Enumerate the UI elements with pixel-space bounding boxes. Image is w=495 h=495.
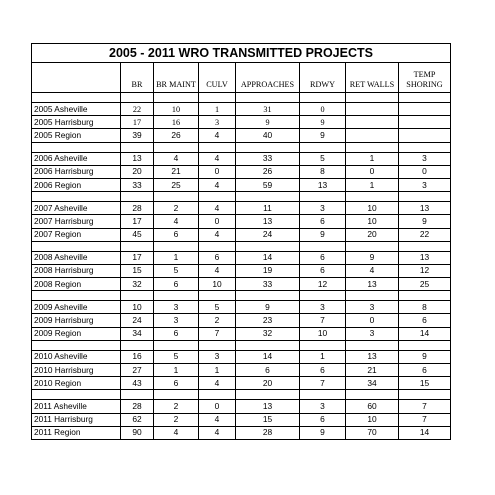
empty-cell: [199, 390, 236, 400]
value-cell: 2: [154, 202, 199, 215]
value-cell: 2: [199, 314, 236, 327]
empty-cell: [346, 340, 399, 350]
empty-cell: [121, 142, 154, 152]
empty-cell: [300, 291, 346, 301]
value-cell: 33: [236, 152, 300, 165]
value-cell: [346, 129, 399, 142]
value-cell: 28: [121, 202, 154, 215]
value-cell: 24: [236, 228, 300, 241]
header-blank: [32, 63, 121, 93]
value-cell: 0: [300, 103, 346, 116]
empty-cell: [399, 241, 451, 251]
value-cell: 4: [199, 152, 236, 165]
value-cell: 7: [300, 314, 346, 327]
row-label: 2009 Asheville: [32, 301, 121, 314]
value-cell: 3: [399, 178, 451, 191]
value-cell: 10: [346, 413, 399, 426]
value-cell: 3: [199, 116, 236, 129]
empty-cell: [199, 192, 236, 202]
value-cell: 9: [300, 129, 346, 142]
value-cell: [399, 103, 451, 116]
value-cell: 6: [300, 251, 346, 264]
value-cell: 6: [199, 251, 236, 264]
header-temp-shoring: TEMP SHORING: [399, 63, 451, 93]
value-cell: 0: [199, 215, 236, 228]
empty-cell: [236, 142, 300, 152]
value-cell: 33: [236, 278, 300, 291]
value-cell: 6: [300, 264, 346, 277]
value-cell: 28: [121, 400, 154, 413]
header-br: BR: [121, 63, 154, 93]
header-approaches: APPROACHES: [236, 63, 300, 93]
value-cell: 4: [346, 264, 399, 277]
value-cell: 8: [399, 301, 451, 314]
value-cell: 25: [154, 178, 199, 191]
empty-cell: [154, 390, 199, 400]
value-cell: 1: [346, 152, 399, 165]
row-label: 2005 Region: [32, 129, 121, 142]
value-cell: 34: [121, 327, 154, 340]
value-cell: 6: [154, 327, 199, 340]
value-cell: 14: [399, 426, 451, 439]
value-cell: 4: [199, 264, 236, 277]
table-row: [32, 178, 451, 191]
value-cell: 16: [121, 350, 154, 363]
value-cell: 4: [199, 426, 236, 439]
value-cell: 4: [199, 178, 236, 191]
value-cell: 6: [399, 364, 451, 377]
value-cell: 28: [236, 426, 300, 439]
value-cell: 21: [154, 165, 199, 178]
value-cell: 7: [399, 400, 451, 413]
table-row: [32, 215, 451, 228]
value-cell: 3: [346, 327, 399, 340]
value-cell: 31: [236, 103, 300, 116]
row-label: 2006 Asheville: [32, 152, 121, 165]
value-cell: 1: [154, 251, 199, 264]
value-cell: 14: [236, 251, 300, 264]
empty-cell: [236, 93, 300, 103]
value-cell: 4: [199, 228, 236, 241]
value-cell: 22: [399, 228, 451, 241]
value-cell: 15: [399, 377, 451, 390]
value-cell: 4: [199, 202, 236, 215]
empty-cell: [32, 340, 121, 350]
empty-cell: [300, 93, 346, 103]
empty-cell: [121, 192, 154, 202]
value-cell: 9: [300, 116, 346, 129]
table-row: [32, 314, 451, 327]
row-label: 2007 Region: [32, 228, 121, 241]
value-cell: 13: [399, 202, 451, 215]
table-row: [32, 364, 451, 377]
empty-cell: [154, 291, 199, 301]
empty-cell: [399, 390, 451, 400]
empty-cell: [236, 390, 300, 400]
value-cell: 13: [236, 400, 300, 413]
table-row: [32, 103, 451, 116]
value-cell: 14: [236, 350, 300, 363]
value-cell: 6: [154, 228, 199, 241]
value-cell: 4: [154, 426, 199, 439]
value-cell: 4: [199, 129, 236, 142]
value-cell: 10: [199, 278, 236, 291]
table-row: [32, 426, 451, 439]
value-cell: [346, 116, 399, 129]
spacer-row: [32, 93, 451, 103]
table-row: [32, 165, 451, 178]
value-cell: 15: [236, 413, 300, 426]
value-cell: 9: [300, 228, 346, 241]
table-row: [32, 129, 451, 142]
value-cell: 20: [236, 377, 300, 390]
value-cell: 9: [300, 426, 346, 439]
value-cell: 32: [121, 278, 154, 291]
value-cell: 59: [236, 178, 300, 191]
empty-cell: [346, 192, 399, 202]
empty-cell: [346, 390, 399, 400]
empty-cell: [346, 93, 399, 103]
value-cell: 17: [121, 215, 154, 228]
table-row: [32, 152, 451, 165]
value-cell: 0: [199, 400, 236, 413]
value-cell: 5: [300, 152, 346, 165]
header-culv: CULV: [199, 63, 236, 93]
header-br-maint: BR MAINT: [154, 63, 199, 93]
value-cell: 6: [300, 413, 346, 426]
empty-cell: [346, 241, 399, 251]
value-cell: 5: [154, 264, 199, 277]
value-cell: 4: [199, 413, 236, 426]
value-cell: 13: [300, 178, 346, 191]
value-cell: 3: [154, 301, 199, 314]
empty-cell: [199, 142, 236, 152]
row-label: 2009 Region: [32, 327, 121, 340]
empty-cell: [236, 340, 300, 350]
value-cell: 9: [399, 350, 451, 363]
spacer-row: [32, 241, 451, 251]
value-cell: 33: [121, 178, 154, 191]
empty-cell: [154, 93, 199, 103]
value-cell: 17: [121, 116, 154, 129]
empty-cell: [154, 192, 199, 202]
value-cell: 3: [399, 152, 451, 165]
value-cell: 9: [346, 251, 399, 264]
value-cell: 9: [236, 301, 300, 314]
value-cell: 6: [236, 364, 300, 377]
empty-cell: [199, 241, 236, 251]
empty-cell: [199, 93, 236, 103]
value-cell: 20: [121, 165, 154, 178]
value-cell: 10: [154, 103, 199, 116]
value-cell: 43: [121, 377, 154, 390]
empty-cell: [300, 192, 346, 202]
value-cell: 6: [154, 377, 199, 390]
value-cell: 1: [346, 178, 399, 191]
projects-table: [31, 43, 451, 440]
empty-cell: [32, 192, 121, 202]
value-cell: 8: [300, 165, 346, 178]
row-label: 2011 Region: [32, 426, 121, 439]
value-cell: 25: [399, 278, 451, 291]
empty-cell: [346, 142, 399, 152]
value-cell: 4: [154, 152, 199, 165]
row-label: 2008 Region: [32, 278, 121, 291]
empty-cell: [32, 390, 121, 400]
table-title: 2005 - 2011 WRO TRANSMITTED PROJECTS: [32, 44, 451, 63]
value-cell: 13: [346, 350, 399, 363]
row-label: 2010 Region: [32, 377, 121, 390]
value-cell: 39: [121, 129, 154, 142]
header-rdwy: RDWY: [300, 63, 346, 93]
spacer-row: [32, 192, 451, 202]
value-cell: 26: [236, 165, 300, 178]
table-row: [32, 413, 451, 426]
value-cell: 34: [346, 377, 399, 390]
empty-cell: [300, 340, 346, 350]
value-cell: 5: [154, 350, 199, 363]
empty-cell: [154, 241, 199, 251]
value-cell: 6: [300, 364, 346, 377]
value-cell: 0: [399, 165, 451, 178]
row-label: 2010 Asheville: [32, 350, 121, 363]
value-cell: 5: [199, 301, 236, 314]
empty-cell: [236, 192, 300, 202]
empty-cell: [32, 291, 121, 301]
value-cell: 9: [236, 116, 300, 129]
empty-cell: [399, 340, 451, 350]
value-cell: 1: [300, 350, 346, 363]
row-label: 2007 Harrisburg: [32, 215, 121, 228]
value-cell: 9: [399, 215, 451, 228]
empty-cell: [399, 93, 451, 103]
value-cell: 20: [346, 228, 399, 241]
empty-cell: [399, 291, 451, 301]
value-cell: 13: [399, 251, 451, 264]
spacer-row: [32, 291, 451, 301]
empty-cell: [121, 390, 154, 400]
value-cell: 12: [399, 264, 451, 277]
empty-cell: [32, 241, 121, 251]
table-row: [32, 301, 451, 314]
value-cell: 22: [121, 103, 154, 116]
value-cell: 16: [154, 116, 199, 129]
value-cell: [399, 116, 451, 129]
value-cell: [399, 129, 451, 142]
empty-cell: [121, 241, 154, 251]
table-row: [32, 400, 451, 413]
empty-cell: [300, 142, 346, 152]
value-cell: 6: [300, 215, 346, 228]
value-cell: 0: [346, 314, 399, 327]
table-row: [32, 278, 451, 291]
value-cell: 27: [121, 364, 154, 377]
table-row: [32, 251, 451, 264]
empty-cell: [32, 142, 121, 152]
empty-cell: [300, 390, 346, 400]
value-cell: 1: [199, 364, 236, 377]
value-cell: 32: [236, 327, 300, 340]
value-cell: 0: [346, 165, 399, 178]
value-cell: 13: [236, 215, 300, 228]
table-row: [32, 202, 451, 215]
value-cell: 11: [236, 202, 300, 215]
empty-cell: [236, 241, 300, 251]
value-cell: 90: [121, 426, 154, 439]
empty-cell: [199, 340, 236, 350]
row-label: 2008 Harrisburg: [32, 264, 121, 277]
value-cell: [346, 103, 399, 116]
row-label: 2011 Asheville: [32, 400, 121, 413]
empty-cell: [121, 291, 154, 301]
value-cell: 40: [236, 129, 300, 142]
value-cell: 3: [300, 301, 346, 314]
value-cell: 3: [300, 202, 346, 215]
value-cell: 23: [236, 314, 300, 327]
value-cell: 45: [121, 228, 154, 241]
header-ret-walls: RET WALLS: [346, 63, 399, 93]
table-row: [32, 377, 451, 390]
value-cell: 70: [346, 426, 399, 439]
empty-cell: [300, 241, 346, 251]
value-cell: 2: [154, 400, 199, 413]
empty-cell: [236, 291, 300, 301]
value-cell: 6: [154, 278, 199, 291]
value-cell: 15: [121, 264, 154, 277]
value-cell: 13: [346, 278, 399, 291]
value-cell: 62: [121, 413, 154, 426]
value-cell: 10: [346, 215, 399, 228]
value-cell: 7: [399, 413, 451, 426]
value-cell: 19: [236, 264, 300, 277]
empty-cell: [199, 291, 236, 301]
value-cell: 17: [121, 251, 154, 264]
value-cell: 21: [346, 364, 399, 377]
table-row: [32, 350, 451, 363]
row-label: 2008 Asheville: [32, 251, 121, 264]
value-cell: 3: [154, 314, 199, 327]
value-cell: 14: [399, 327, 451, 340]
row-label: 2009 Harrisburg: [32, 314, 121, 327]
row-label: 2011 Harrisburg: [32, 413, 121, 426]
value-cell: 7: [199, 327, 236, 340]
value-cell: 4: [199, 377, 236, 390]
table-row: [32, 327, 451, 340]
value-cell: 10: [121, 301, 154, 314]
value-cell: 3: [346, 301, 399, 314]
spacer-row: [32, 340, 451, 350]
value-cell: 24: [121, 314, 154, 327]
value-cell: 4: [154, 215, 199, 228]
row-label: 2005 Asheville: [32, 103, 121, 116]
row-label: 2006 Harrisburg: [32, 165, 121, 178]
value-cell: 1: [154, 364, 199, 377]
empty-cell: [154, 142, 199, 152]
value-cell: 26: [154, 129, 199, 142]
value-cell: 1: [199, 103, 236, 116]
empty-cell: [399, 142, 451, 152]
empty-cell: [399, 192, 451, 202]
row-label: 2005 Harrisburg: [32, 116, 121, 129]
row-label: 2007 Asheville: [32, 202, 121, 215]
value-cell: 6: [399, 314, 451, 327]
table-row: [32, 116, 451, 129]
value-cell: 12: [300, 278, 346, 291]
empty-cell: [346, 291, 399, 301]
value-cell: 10: [300, 327, 346, 340]
spacer-row: [32, 390, 451, 400]
table-row: [32, 228, 451, 241]
value-cell: 3: [199, 350, 236, 363]
value-cell: 60: [346, 400, 399, 413]
empty-cell: [121, 93, 154, 103]
empty-cell: [121, 340, 154, 350]
value-cell: 3: [300, 400, 346, 413]
value-cell: 7: [300, 377, 346, 390]
empty-cell: [32, 93, 121, 103]
table-row: [32, 264, 451, 277]
row-label: 2010 Harrisburg: [32, 364, 121, 377]
row-label: 2006 Region: [32, 178, 121, 191]
value-cell: 13: [121, 152, 154, 165]
value-cell: 0: [199, 165, 236, 178]
value-cell: 2: [154, 413, 199, 426]
empty-cell: [154, 340, 199, 350]
header-row: [32, 63, 451, 93]
spacer-row: [32, 142, 451, 152]
value-cell: 10: [346, 202, 399, 215]
